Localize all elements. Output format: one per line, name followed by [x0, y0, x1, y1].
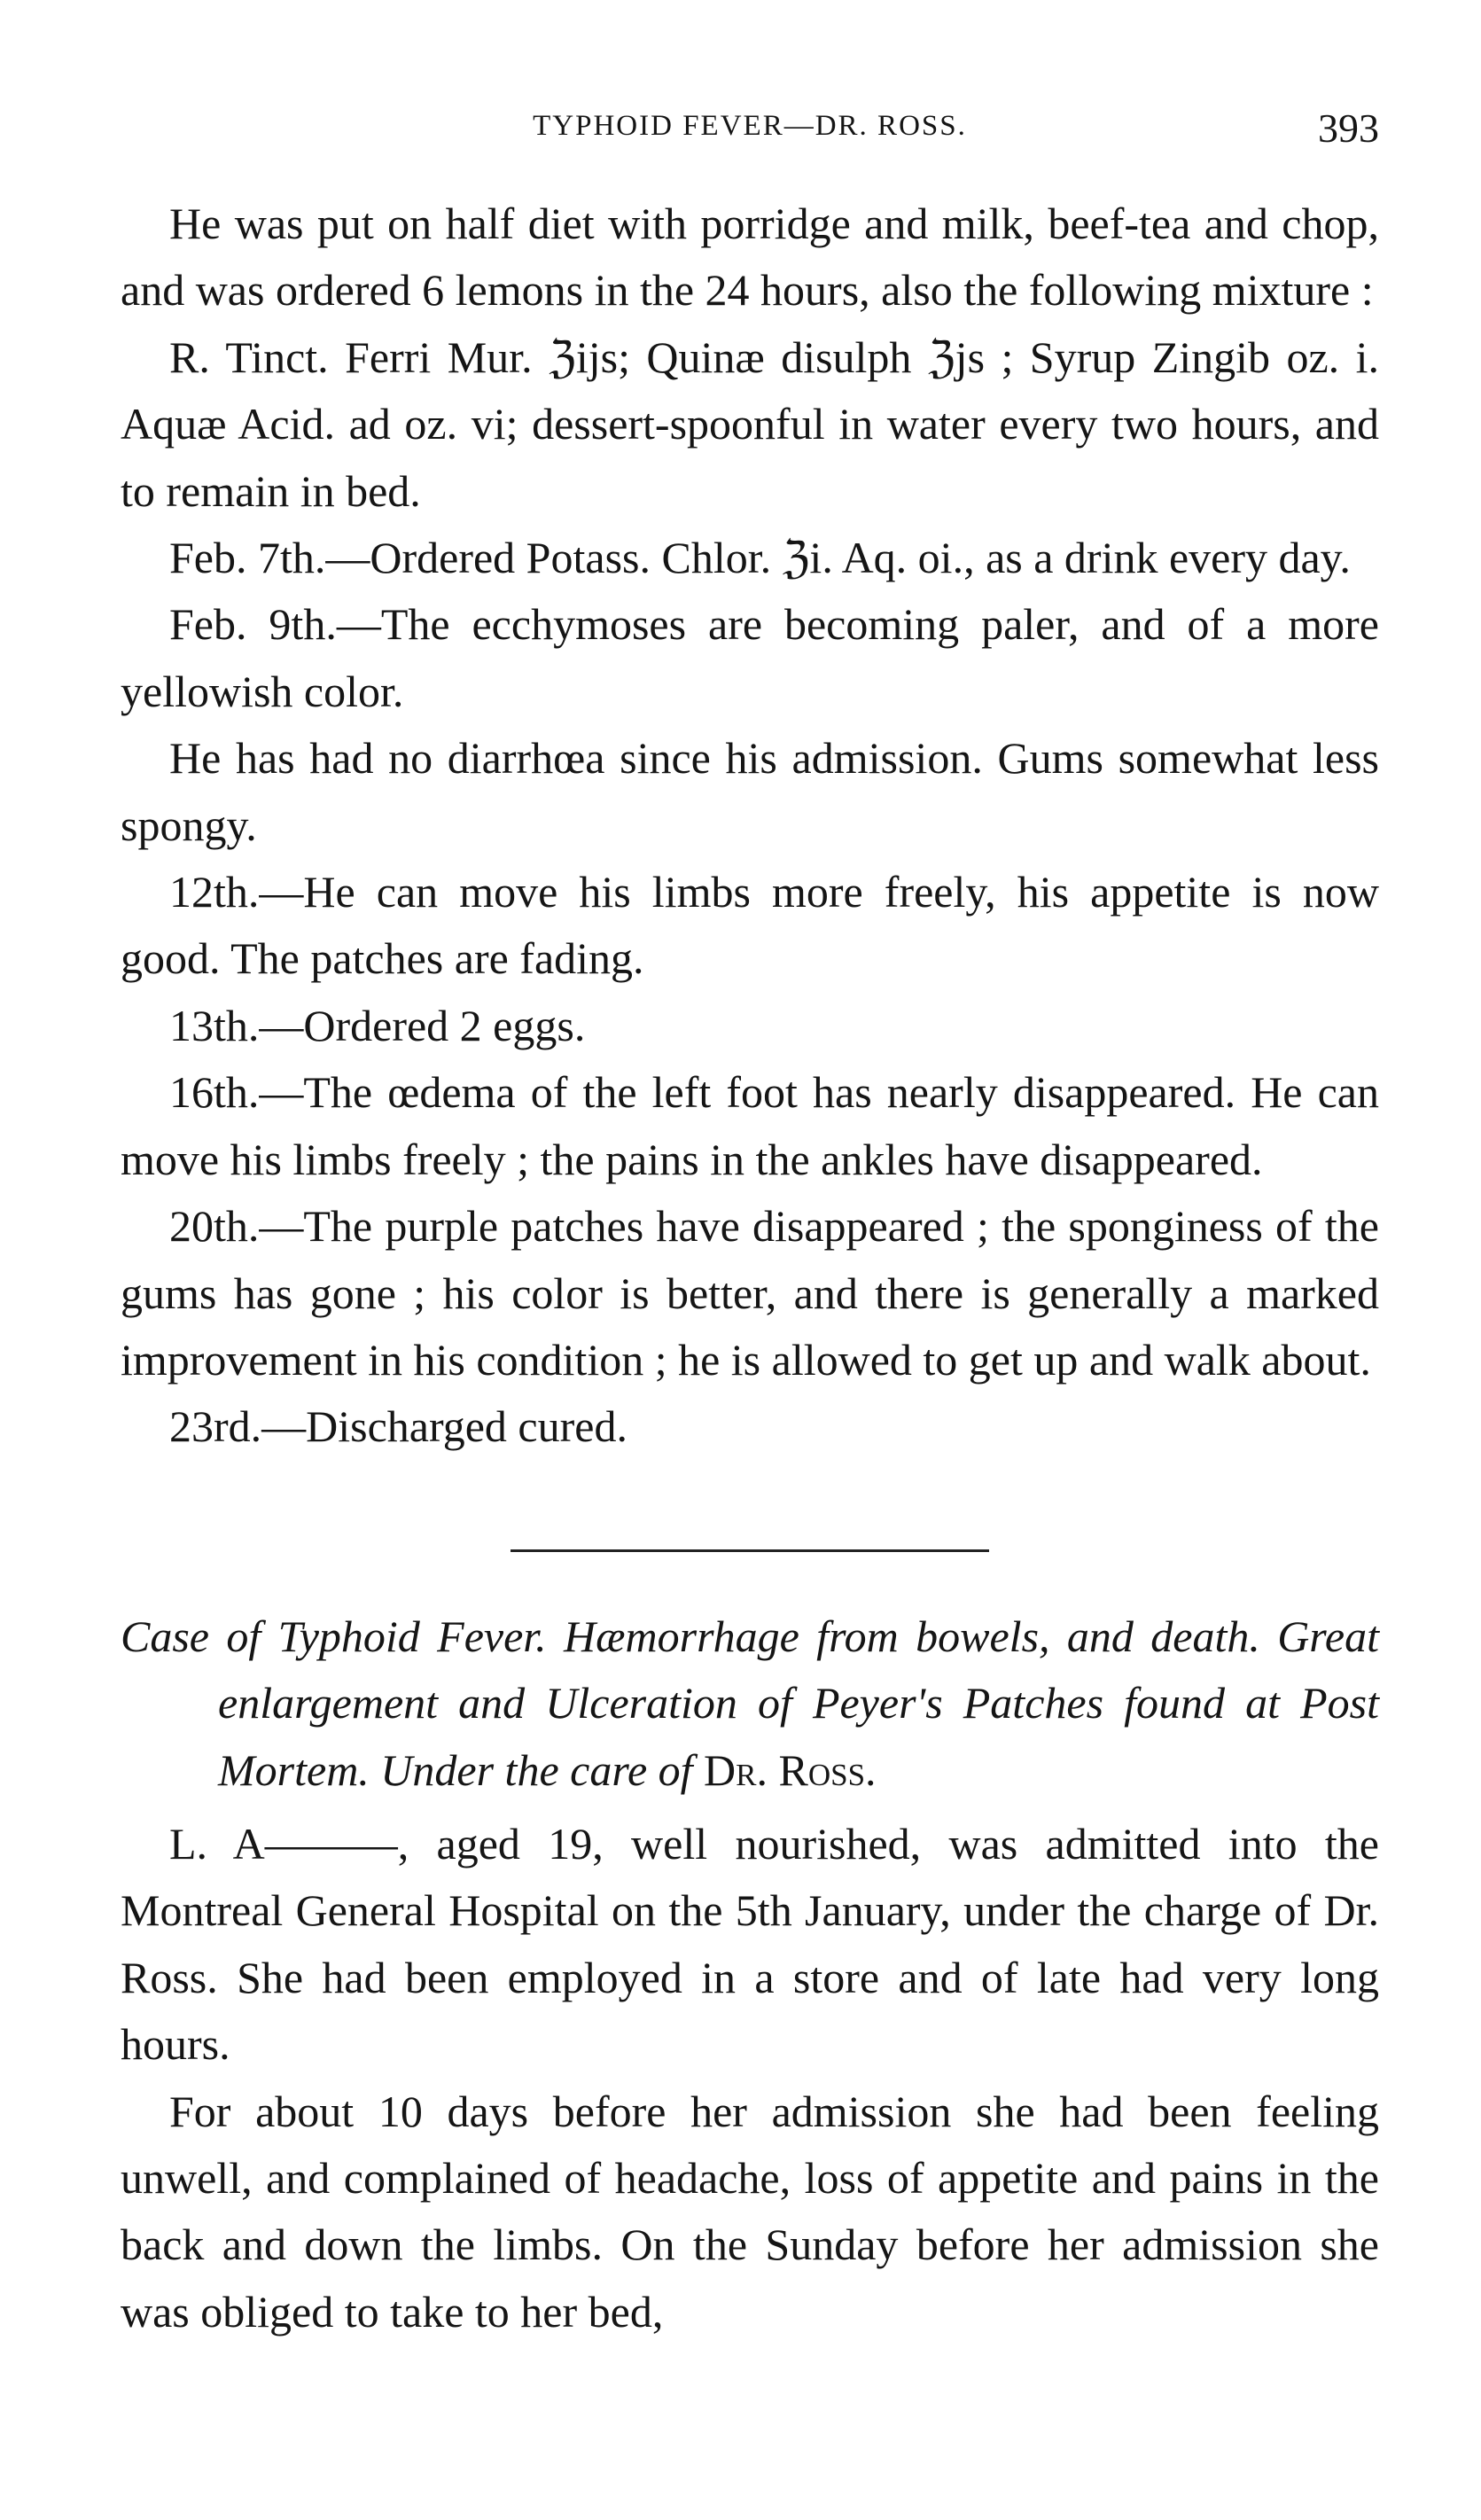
- paragraph-12th: 12th.—He can move his limbs more freely, his appetite is now good. The patches are fading.: [121, 867, 1379, 984]
- paragraph-23rd: 23rd.—Discharged cured.: [169, 1401, 627, 1452]
- paragraph-symptoms: For about 10 days before her admission she had been feeling unwell, and complained of headache, loss of appetite and pains in the back and down the limbs. On the Sunday before her admission she was obliged to take to her bed,: [121, 2086, 1379, 2337]
- paragraph-diet: He was put on half diet with porridge and milk, beef-tea and chop, and was ordered 6 lemons in the 24 hours, also the following mixture :: [121, 199, 1379, 316]
- paragraph-13th: 13th.—Ordered 2 eggs.: [169, 1000, 586, 1050]
- running-head: [121, 105, 1379, 158]
- paragraph-feb-9: Feb. 9th.—The ecchymoses are becoming paler, and of a more yellowish color.: [121, 599, 1379, 716]
- case-heading-text: Case of Typhoid Fever. Hæmorrhage from bowels, and death. Great enlargement and Ulceration of Peyer's Patches found at Post Mortem. Under the care of: [121, 1611, 1379, 1795]
- page-number: 393: [1318, 105, 1379, 151]
- running-title: TYPHOID FEVER—DR. ROSS.: [533, 110, 967, 142]
- case-heading: [121, 1603, 1379, 1804]
- paragraph-admission: L. A———, aged 19, well nourished, was admitted into the Montreal General Hospital on the 5th January, under the charge of Dr. Ross. She had been employed in a store and of late had very long hours.: [121, 1818, 1379, 2070]
- paragraph-16th: 16th.—The œdema of the left foot has nearly disappeared. He can move his limbs freely ; the pains in the ankles have disappeared.: [121, 1067, 1379, 1184]
- case-heading-doctor: Dr. Ross.: [704, 1744, 877, 1795]
- section-divider: [511, 1549, 989, 1552]
- paragraph-20th: 20th.—The purple patches have disappeared ; the sponginess of the gums has gone ; his color is better, and there is generally a marked improvement in his condition ; he is allowed to get up and walk about.: [121, 1201, 1379, 1385]
- paragraph-no-diarrhoea: He has had no diarrhœa since his admission. Gums somewhat less spongy.: [121, 733, 1379, 850]
- paragraph-prescription: R. Tinct. Ferri Mur. ℨijs; Quinæ disulph ℨjs ; Syrup Zingib oz. i. Aquæ Acid. ad oz. vi; dessert-spoonful in water every two hours, and to remain in bed.: [121, 332, 1379, 516]
- paragraph-feb-7: Feb. 7th.—Ordered Potass. Chlor. ℨi. Aq. oi., as a drink every day.: [169, 533, 1351, 583]
- body-text: [121, 191, 1379, 2345]
